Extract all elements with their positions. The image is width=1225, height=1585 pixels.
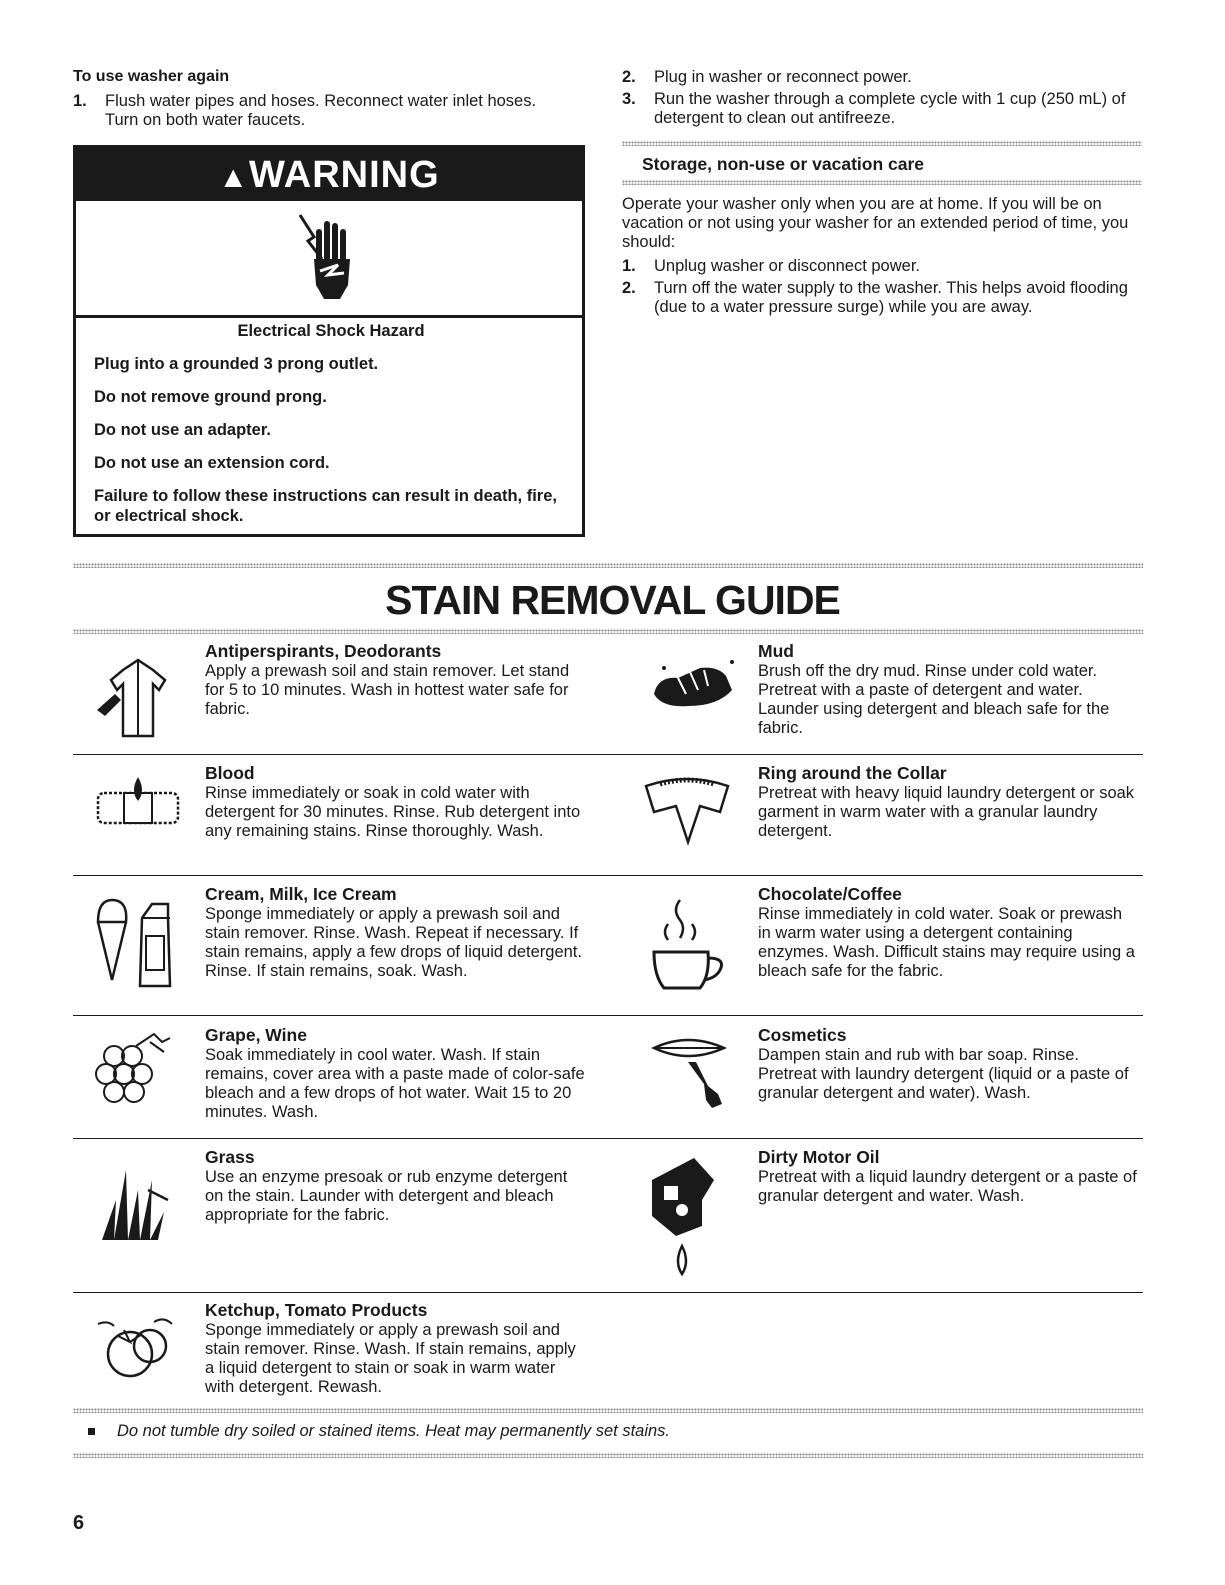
use-again-heading: To use washer again — [73, 68, 230, 85]
list-item: 2. Turn off the water supply to the washer. This helps avoid flooding (due to a water pressure surge) while you are away. — [622, 279, 1128, 316]
list-item: 1. Unplug washer or disconnect power. — [622, 257, 920, 275]
warning-line: Failure to follow these instructions can result in death, fire, or electrical shock. — [94, 487, 557, 525]
storage-heading: Storage, non-use or vacation care — [642, 154, 925, 174]
list-item: 2. Plug in washer or reconnect power. — [622, 68, 912, 86]
stain-item: Blood Rinse immediately or soak in cold water with detergent for 30 minutes. Rinse. Rub detergent into any remaining stains. Rinse thoroughly. Wash. — [205, 763, 581, 840]
collar-icon — [640, 772, 734, 848]
stain-item: Mud Brush off the dry mud. Rinse under cold water. Pretreat with a paste of detergent and water. Launder using detergent and bleach safe for the fabric. — [758, 641, 1110, 737]
divider — [622, 180, 1142, 185]
stain-item: Grape, Wine Soak immediately in cool water. Wash. If stain remains, cover area with a paste made of color-safe bleach and a few drops of hot water. Wait 15 to 20 minutes. Wash. — [205, 1025, 585, 1121]
bullet-icon — [88, 1428, 95, 1435]
use-again-steps-right — [622, 68, 1142, 131]
storage-steps — [622, 257, 1142, 320]
muddy-shoe-icon — [648, 650, 738, 720]
use-again-steps-left — [73, 92, 573, 133]
divider — [73, 1408, 1143, 1413]
guide-note: Do not tumble dry soiled or stained items. Heat may permanently set stains. — [88, 1422, 670, 1441]
grass-icon — [92, 1160, 178, 1244]
guide-title: STAIN REMOVAL GUIDE — [385, 577, 840, 623]
stain-item: Ring around the Collar Pretreat with heavy liquid laundry detergent or soak garment in warm water with a granular laundry detergent. — [758, 763, 1135, 840]
grapes-icon — [84, 1028, 180, 1108]
row-divider — [73, 1138, 1143, 1139]
divider — [622, 141, 1142, 146]
stain-item: Dirty Motor Oil Pretreat with a liquid laundry detergent or a paste of granular detergent and water. Wash. — [758, 1147, 1137, 1205]
row-divider — [73, 1015, 1143, 1016]
warning-line: Do not use an adapter. — [94, 421, 271, 439]
storage-intro: Operate your washer only when you are at home. If you will be on vacation or not using your washer for an extended period of time, you should: — [622, 195, 1129, 251]
stain-item: Antiperspirants, Deodorants Apply a prewash soil and stain remover. Let stand for 5 to 10 minutes. Wash in hottest water safe for fabric. — [205, 641, 570, 718]
stain-item: Cosmetics Dampen stain and rub with bar soap. Rinse. Pretreat with laundry detergent (liquid or a paste of granular detergent and water). Wash. — [758, 1025, 1129, 1102]
row-divider — [73, 754, 1143, 755]
warning-line: Plug into a grounded 3 prong outlet. — [94, 355, 379, 373]
stain-item: Ketchup, Tomato Products Sponge immediately or apply a prewash soil and stain remover. Rinse. Wash. If stain remains, apply a liquid detergent to stain or soak in warm water with detergent. Rewash. — [205, 1300, 576, 1396]
warning-line: Do not remove ground prong. — [94, 388, 327, 406]
page-number: 6 — [73, 1512, 85, 1534]
hazard-label: Electrical Shock Hazard — [237, 322, 425, 340]
divider — [73, 563, 1143, 568]
lipstick-icon — [648, 1034, 738, 1114]
tomato-icon — [94, 1312, 180, 1392]
list-item: 1. Flush water pipes and hoses. Reconnect water inlet hoses. Turn on both water faucets. — [73, 92, 537, 129]
divider — [73, 629, 1143, 634]
row-divider — [73, 875, 1143, 876]
warning-line: Do not use an extension cord. — [94, 454, 330, 472]
stain-item: Chocolate/Coffee Rinse immediately in cold water. Soak or prewash in warm water using a detergent containing enzymes. Wash. Difficult stains may require using a bleach safe for the fabric. — [758, 884, 1135, 980]
list-item: 3. Run the washer through a complete cycle with 1 cup (250 mL) of detergent to clean out antifreeze. — [622, 90, 1126, 127]
stain-item: Cream, Milk, Ice Cream Sponge immediately or apply a prewash soil and stain remover. Rinse. Wash. Repeat if necessary. If stain remains, apply a few drops of liquid detergent. Rinse. If stain remains, soak. Wash. — [205, 884, 582, 980]
electrical-shock-hand-icon — [288, 207, 368, 307]
row-divider — [73, 1292, 1143, 1293]
stain-item: Grass Use an enzyme presoak or rub enzyme detergent on the stain. Launder with detergent and bleach appropriate for the fabric. — [205, 1147, 568, 1224]
ice-cream-milk-icon — [90, 892, 180, 988]
divider — [73, 1453, 1143, 1458]
shirt-spray-icon — [93, 650, 183, 740]
warning-header: ▲WARNING — [76, 148, 582, 201]
warning-triangle-icon: ▲ — [218, 161, 250, 194]
coffee-cup-icon — [646, 896, 736, 992]
bandage-icon — [96, 775, 182, 831]
motor-oil-icon — [642, 1150, 722, 1280]
warning-box — [73, 145, 585, 537]
